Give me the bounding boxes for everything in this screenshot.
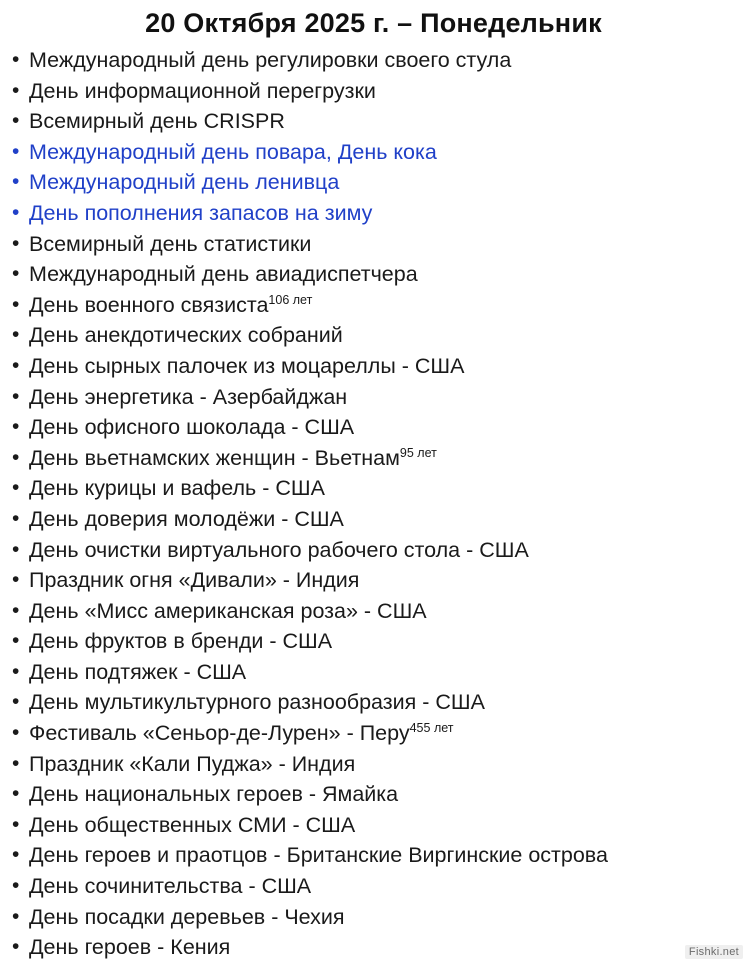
list-item-label: День героев - Кения — [29, 935, 231, 960]
list-item — [10, 504, 741, 535]
list-item — [10, 320, 741, 351]
list-item-label: День офисного шоколада - США — [29, 415, 355, 440]
list-item-label: День анекдотических собраний — [29, 323, 343, 348]
list-item-label: Праздник огня «Дивали» - Индия — [29, 568, 360, 593]
list-item-label: День информационной перегрузки — [29, 78, 376, 103]
list-item-label: Всемирный день статистики — [29, 231, 312, 256]
list-item — [10, 106, 741, 137]
list-item-label: Праздник «Кали Пуджа» - Индия — [29, 751, 356, 776]
watermark-label: Fishki.net — [685, 945, 743, 959]
holiday-calendar-page — [0, 8, 747, 963]
list-item-label: Фестиваль «Сеньор-де-Лурен» - Перу — [29, 721, 410, 746]
list-item — [10, 596, 741, 627]
list-item — [10, 687, 741, 718]
list-item — [10, 76, 741, 107]
list-item-label: День энергетика - Азербайджан — [29, 384, 348, 409]
list-item-label: День национальных героев - Ямайка — [29, 782, 399, 807]
list-item — [10, 229, 741, 260]
list-item-label: День доверия молодёжи - США — [29, 506, 344, 531]
list-item-label: День общественных СМИ - США — [29, 812, 356, 837]
list-item-label: День посадки деревьев - Чехия — [29, 904, 345, 929]
anniversary-note: 95 лет — [399, 445, 437, 460]
list-item-label: День военного связиста — [29, 292, 269, 317]
list-item-label: День вьетнамских женщин - Вьетнам — [29, 445, 400, 470]
list-item — [10, 932, 741, 963]
list-item — [10, 167, 741, 198]
list-item — [10, 443, 741, 474]
list-item-label: Международный день авиадиспетчера — [29, 262, 418, 287]
list-item-label: Международный день повара, День кока — [29, 139, 437, 164]
holiday-list — [0, 45, 747, 963]
page-title: 20 Октября 2025 г. – Понедельник — [145, 8, 602, 38]
list-item — [10, 840, 741, 871]
list-item-label: Всемирный день CRISPR — [29, 109, 285, 134]
list-item — [10, 45, 741, 76]
list-item-label: День пополнения запасов на зиму — [29, 200, 373, 225]
list-item — [10, 198, 741, 229]
list-item — [10, 626, 741, 657]
list-item — [10, 779, 741, 810]
list-item-label: День очистки виртуального рабочего стола - США — [29, 537, 529, 562]
list-item — [10, 535, 741, 566]
list-item-label: День фруктов в бренди - США — [29, 629, 333, 654]
list-item-label: Международный день ленивца — [29, 170, 340, 195]
list-item — [10, 137, 741, 168]
list-item-label: День сочинительства - США — [29, 874, 312, 899]
list-item — [10, 657, 741, 688]
list-item — [10, 290, 741, 321]
list-item — [10, 382, 741, 413]
list-item-label: День курицы и вафель - США — [29, 476, 325, 501]
list-item — [10, 473, 741, 504]
list-item — [10, 259, 741, 290]
list-item-label: День мультикультурного разнообразия - США — [29, 690, 485, 715]
list-item-label: День героев и праотцов - Британские Виргинские острова — [29, 843, 608, 868]
list-item — [10, 565, 741, 596]
list-item — [10, 810, 741, 841]
list-item — [10, 412, 741, 443]
list-item-label: Международный день регулировки своего стула — [29, 48, 512, 72]
list-item-label: День подтяжек - США — [29, 659, 247, 684]
list-item-label: День «Мисс американская роза» - США — [29, 598, 427, 623]
list-item — [10, 718, 741, 749]
list-item — [10, 749, 741, 780]
anniversary-note: 106 лет — [268, 292, 313, 307]
list-item — [10, 871, 741, 902]
list-item — [10, 351, 741, 382]
list-item — [10, 902, 741, 933]
list-item-label: День сырных палочек из моцареллы - США — [29, 353, 465, 378]
anniversary-note: 455 лет — [409, 720, 454, 735]
